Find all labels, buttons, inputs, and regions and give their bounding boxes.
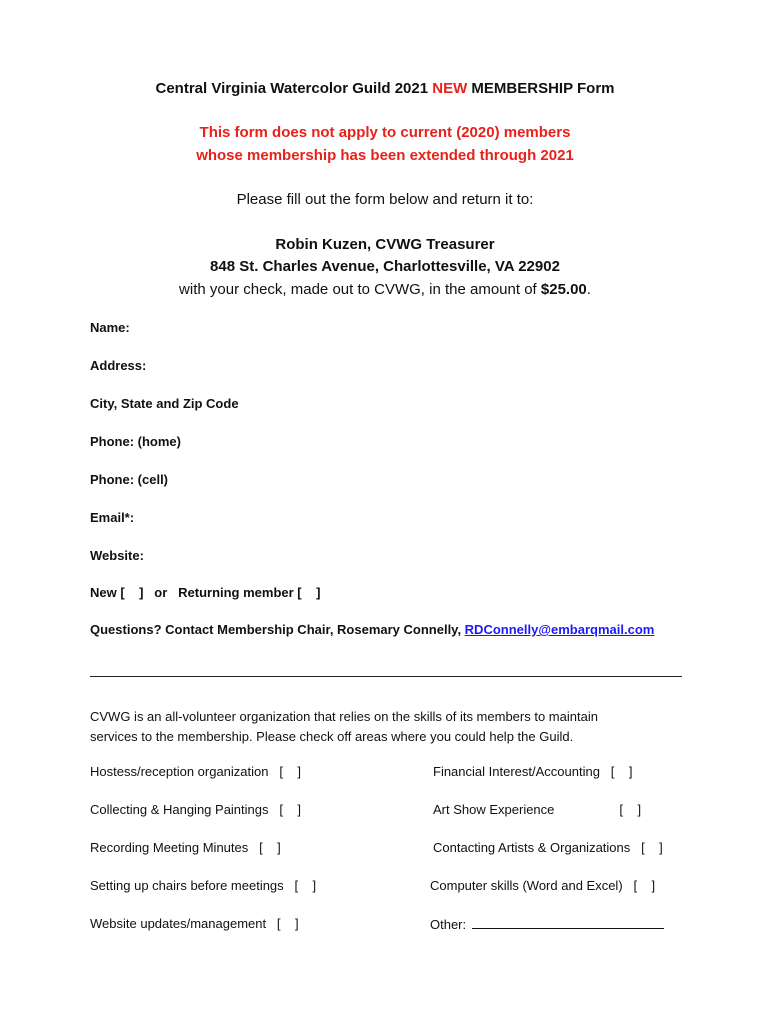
treasurer-address: 848 St. Charles Avenue, Charlottesville, VA 22902 xyxy=(210,258,560,275)
section-divider xyxy=(90,676,682,677)
city-state-zip-label: City, State and Zip Code xyxy=(90,396,239,411)
payment-text: with your check, made out to CVWG, in the amount of xyxy=(179,281,541,298)
return-instruction: Please fill out the form below and return it to: xyxy=(236,191,534,208)
option-contacting-artists[interactable]: Contacting Artists & Organizations [ ] xyxy=(433,840,663,855)
cell-phone-label: Phone: (cell) xyxy=(90,472,169,487)
option-art-show-experience[interactable]: Art Show Experience [ ] xyxy=(433,802,642,817)
other-label: Other: xyxy=(430,917,467,932)
email-label: Email*: xyxy=(90,510,135,525)
volunteer-intro-line-1: CVWG is an all-volunteer organization that relies on the skills of its members to maintain xyxy=(90,709,598,724)
payment-amount: $25.00 xyxy=(540,281,587,298)
name-label: Name: xyxy=(90,320,130,335)
website-label: Website: xyxy=(90,548,144,563)
option-website-updates[interactable]: Website updates/management [ ] xyxy=(90,916,299,931)
questions-line xyxy=(90,622,654,637)
membership-chair-email-link[interactable]: RDConnelly@embarqmail.com xyxy=(464,622,655,637)
payment-end: . xyxy=(586,281,591,298)
payment-instruction xyxy=(0,281,770,298)
option-collecting-hanging[interactable]: Collecting & Hanging Paintings [ ] xyxy=(90,802,302,817)
option-hostess-reception[interactable]: Hostess/reception organization [ ] xyxy=(90,764,301,779)
option-computer-skills[interactable]: Computer skills (Word and Excel) [ ] xyxy=(430,878,656,893)
treasurer-name: Robin Kuzen, CVWG Treasurer xyxy=(275,236,495,253)
title-prefix: Central Virginia Watercolor Guild 2021 xyxy=(155,80,433,97)
option-other[interactable] xyxy=(430,916,664,932)
notice-line-2: whose membership has been extended through 2021 xyxy=(196,147,574,164)
title-suffix: MEMBERSHIP Form xyxy=(467,80,615,97)
questions-text: Questions? Contact Membership Chair, Rosemary Connelly, xyxy=(90,622,465,637)
home-phone-label: Phone: (home) xyxy=(90,434,181,449)
option-setting-up-chairs[interactable]: Setting up chairs before meetings [ ] xyxy=(90,878,317,893)
notice-line-1: This form does not apply to current (2020) members xyxy=(199,124,571,141)
title-new: NEW xyxy=(432,80,468,97)
option-financial-accounting[interactable]: Financial Interest/Accounting [ ] xyxy=(433,764,633,779)
option-meeting-minutes[interactable]: Recording Meeting Minutes [ ] xyxy=(90,840,281,855)
volunteer-intro-line-2: services to the membership. Please check off areas where you could help the Guild. xyxy=(90,729,574,744)
other-blank-line[interactable] xyxy=(472,916,664,929)
address-label: Address: xyxy=(90,358,147,373)
member-type-checkboxes[interactable]: New [ ] or Returning member [ ] xyxy=(90,585,321,600)
form-title xyxy=(0,80,770,97)
